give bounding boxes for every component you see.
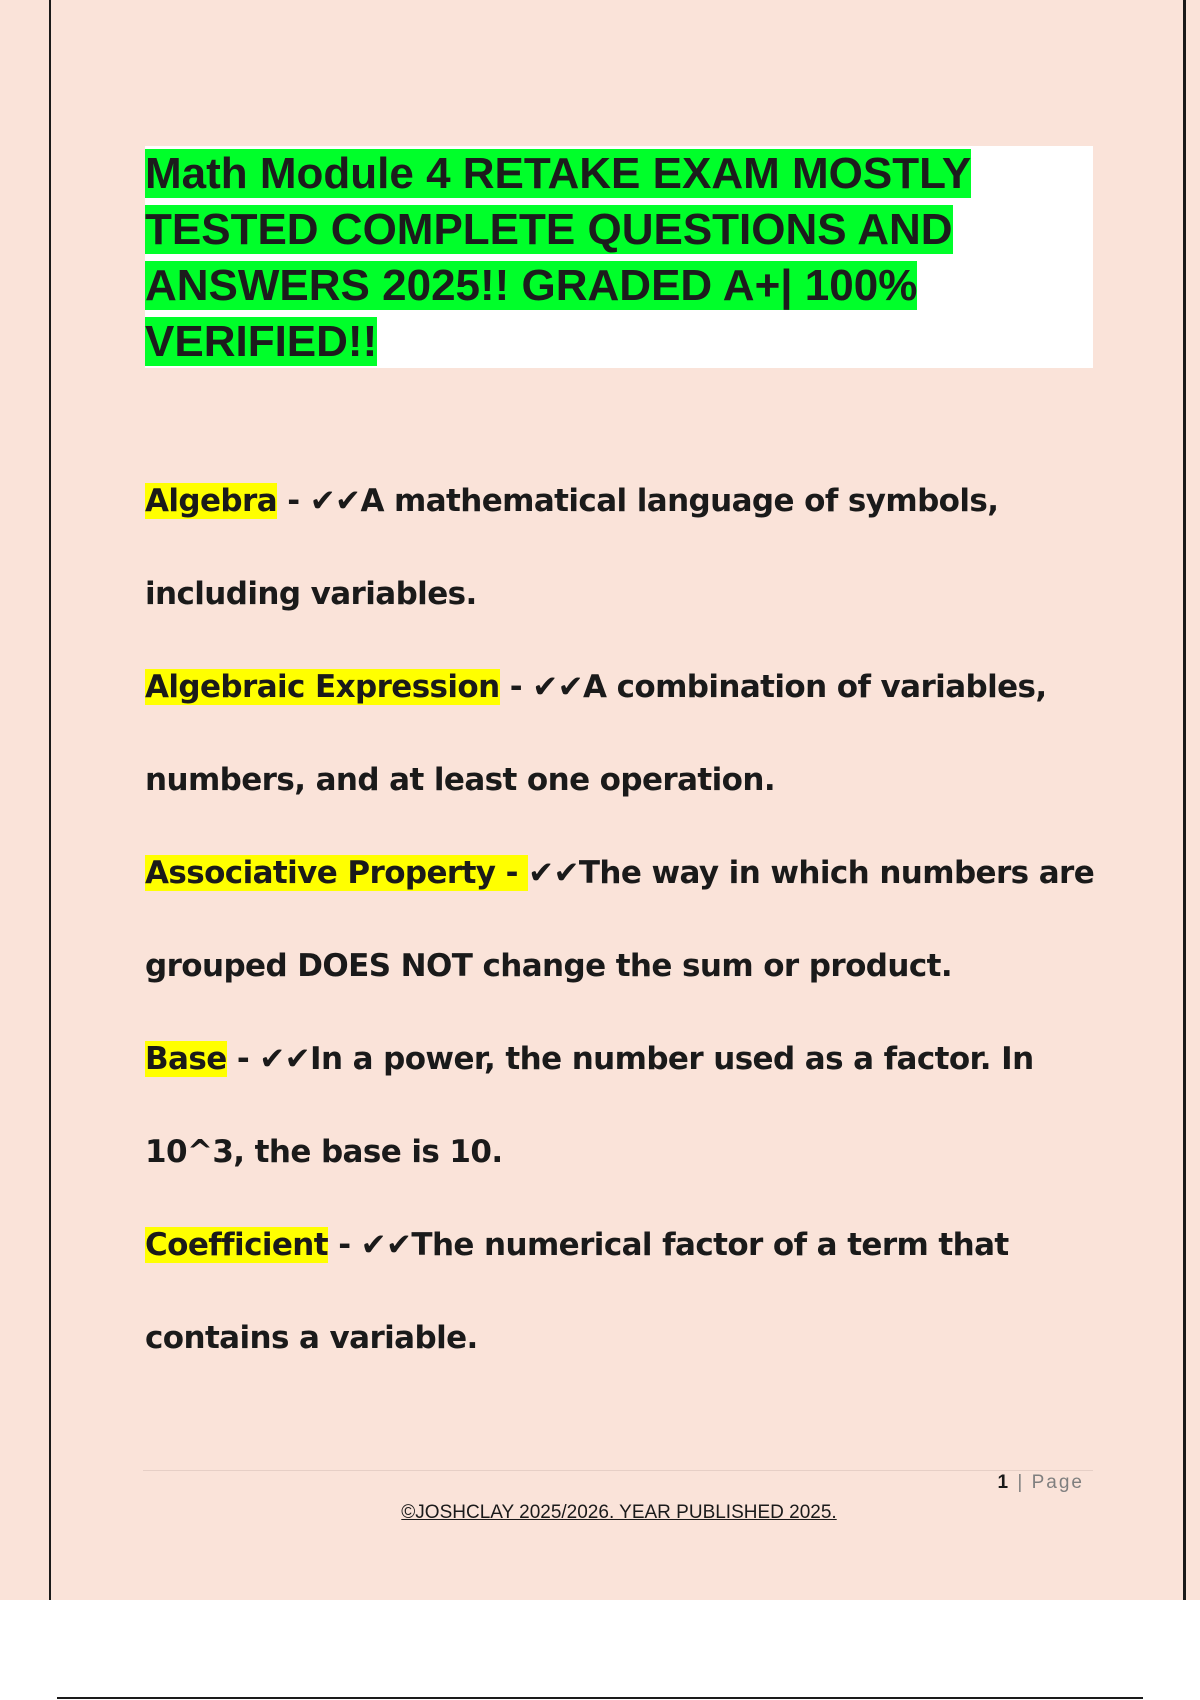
definition-text: A mathematical language of symbols, including variables. <box>145 483 999 612</box>
check-marks-icon: ✔✔ <box>532 669 584 705</box>
definition-text: A combination of variables, numbers, and at least one operation. <box>145 669 1047 798</box>
page-number-value: 1 <box>997 1472 1011 1493</box>
definition-text: In a power, the number used as a factor. In 10^3, the base is 10. <box>145 1041 1034 1170</box>
term: Base <box>145 1041 227 1077</box>
bottom-rule <box>57 1697 1143 1699</box>
separator: - <box>277 483 310 519</box>
page-number-separator: | <box>1010 1472 1032 1493</box>
separator: - <box>328 1227 361 1263</box>
term: Associative Property - <box>145 855 529 891</box>
check-marks-icon: ✔✔ <box>528 855 579 891</box>
page-number <box>960 1472 1084 1494</box>
definition-entry <box>145 1013 1105 1199</box>
definition-entry <box>145 827 1105 1013</box>
check-marks-icon: ✔✔ <box>309 483 361 519</box>
separator: - <box>226 1041 260 1077</box>
term: Algebra <box>145 483 278 519</box>
term: Algebraic Expression <box>145 669 500 705</box>
page-label: Page <box>1031 1472 1084 1493</box>
footer-divider <box>143 1470 1093 1471</box>
definition-entry <box>145 641 1105 827</box>
title-highlight: Math Module 4 RETAKE EXAM MOSTLY TESTED COMPLETE QUESTIONS AND ANSWERS 2025!! GRADED A+| 100% VERIFIED!! <box>145 149 972 366</box>
definitions-list <box>145 455 1105 1385</box>
definition-entry <box>145 455 1105 641</box>
definition-text: The numerical factor of a term that contains a variable. <box>145 1227 1009 1356</box>
check-marks-icon: ✔✔ <box>360 1227 412 1263</box>
definition-entry <box>145 1199 1105 1385</box>
document-title <box>145 146 1075 370</box>
term: Coefficient <box>145 1227 328 1263</box>
separator: - <box>499 669 533 705</box>
check-marks-icon: ✔✔ <box>259 1041 311 1077</box>
definition-text: The way in which numbers are grouped DOES NOT change the sum or product. <box>145 855 1095 984</box>
page-border-left <box>49 0 51 1600</box>
copyright-notice: ©JOSHCLAY 2025/2026. YEAR PUBLISHED 2025. <box>401 1502 837 1523</box>
page-border-right <box>1183 0 1186 1600</box>
